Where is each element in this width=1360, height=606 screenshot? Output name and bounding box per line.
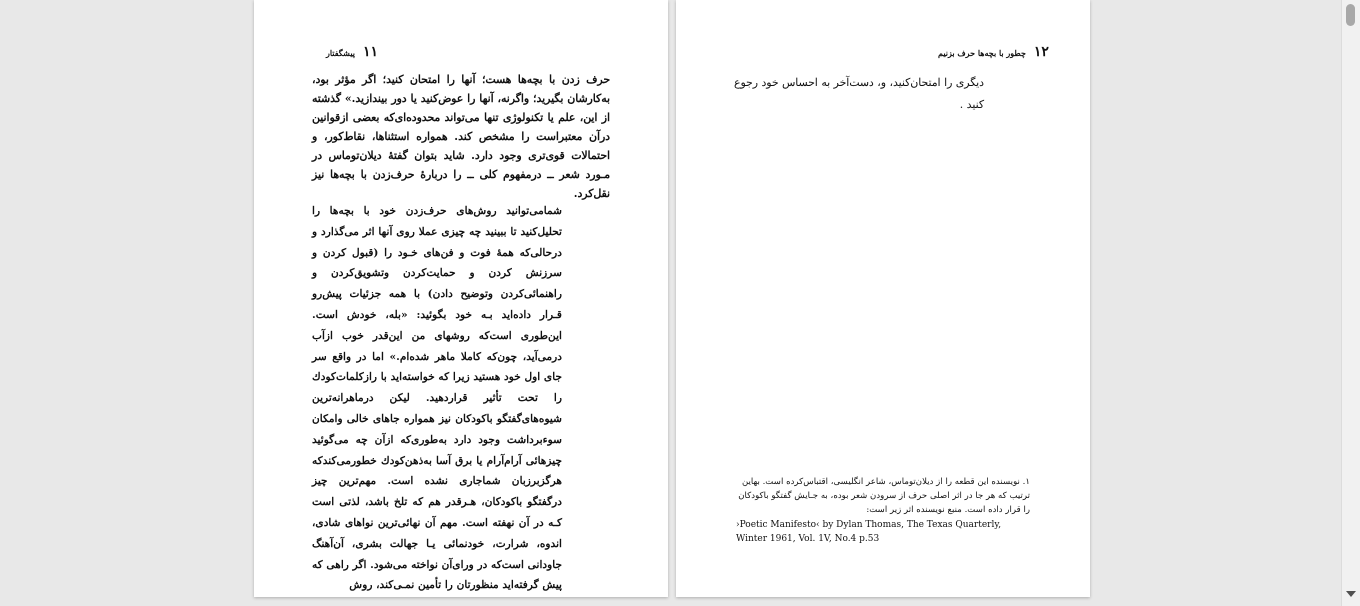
- page-11: [254, 0, 668, 597]
- vertical-scrollbar[interactable]: [1341, 0, 1360, 606]
- running-head: [938, 44, 1049, 60]
- poem-paragraph: شمامی‌توانید روش‌های حرف‌زدن خود با بچه‌ها را تحلیل‌کنید تا ببینید چه چیزی عملا روی آنها اثر می‌گذارد و درحالی‌که همهٔ فوت و فن‌های خـود را (قبول کردن و سرزنش کردن و حمایت‌کردن وتشویق‌کردن و راهنمائی‌کردن وتوضیح دادن) با همه جزئیات پیش‌رو قـرار داده‌اید بـه خود بگوئید: «بله، خودش است. این‌طوری است‌که روشهای من این‌قدر خوب ازآب درمی‌آید، چون‌که کاملا ماهر شده‌ام.» اما در واقع سر جای اول خود هستید زیرا که خواسته‌اید با رازکلمات‌کودك را تحت تأثیر قراردهید. لیکن درماهرانه‌ترین شیوه‌های‌گفتگو باکودکان نیز همواره جاهای خالی وامکان سوءبرداشت وجود دارد به‌طوری‌که ازآن چه می‌گوئید چیزهائی آرام‌آرام یا برق آسا به‌ذهن‌کودك خطورمی‌کندکه هرگزبرزبان شماجاری نشده است. مهم‌ترین چیز درگفتگو باکودکان، هـرقدر هم که تلخ باشد، لذتی است کـه در آن نهفته است. مهم آن نهائی‌ترین نواهای شادی، اندوه، شرارت، خودنمائی یـا جهالت بشری، آن‌آهنگ جاودانی است‌که در ورای‌آن نواخته می‌شود. اگر راهی که پیش گرفته‌اید منظورتان را تأمین نمـی‌کند، روش: [312, 205, 562, 592]
- paragraph: دیگری را امتحان‌کنید، و، دست‌آخر به احساس خود رجوع کنید .: [734, 76, 984, 111]
- running-head: [326, 44, 378, 60]
- page-number: ۱۲: [1033, 44, 1049, 60]
- footnote-citation: [736, 519, 1026, 546]
- scroll-thumb[interactable]: [1346, 4, 1355, 26]
- page-12: [676, 0, 1090, 597]
- running-title: پیشگفتار: [326, 48, 355, 58]
- citation-line-1: ›Poetic Manifesto‹ by Dylan Thomas, The Texas Quarterly,: [736, 520, 1002, 530]
- citation-line-2: Winter 1961, Vol. 1V, No.4 p.53: [736, 533, 880, 544]
- page-number: ۱۱: [362, 44, 379, 60]
- running-title: چطور با بچه‌ها حرف بزنیم: [938, 48, 1026, 58]
- scroll-down-arrow-icon[interactable]: [1346, 591, 1356, 597]
- paragraph: حرف زدن با بچه‌ها هست؛ آنها را امتحان کنید؛ اگر مؤثر بود، به‌کارشان بگیرید؛ واگرنه، آنها را عوض‌کنید یا دور بیندازید.» گذشته از این، علم یا تکنولوژی تنها می‌تواند محدوده‌ای‌که بعضی ازقوانین درآن معتبراست را مشخص کند. همواره استثناها، نقاط‌کور، و احتمالات قوی‌تری وجود دارد. شاید بتوان گفتهٔ دیلان‌توماس در مـورد شعر ــ درمفهوم کلی ــ را دربارهٔ حرف‌زدن با بچه‌ها نیز نقل‌کرد.: [312, 73, 610, 200]
- footnote-text: ۱. نویسنده این قطعه را از دیلان‌توماس، شاعر انگلیسی، اقتباس‌کرده است. بهاین ترتیب که هر جا در اثر اصلی حرف از سرودن شعر بوده، به جـایش گفتگو باکودکان را قرار داده است. منبع نویسنده اثر زیر است:: [738, 477, 1030, 515]
- footnote: [734, 476, 1030, 517]
